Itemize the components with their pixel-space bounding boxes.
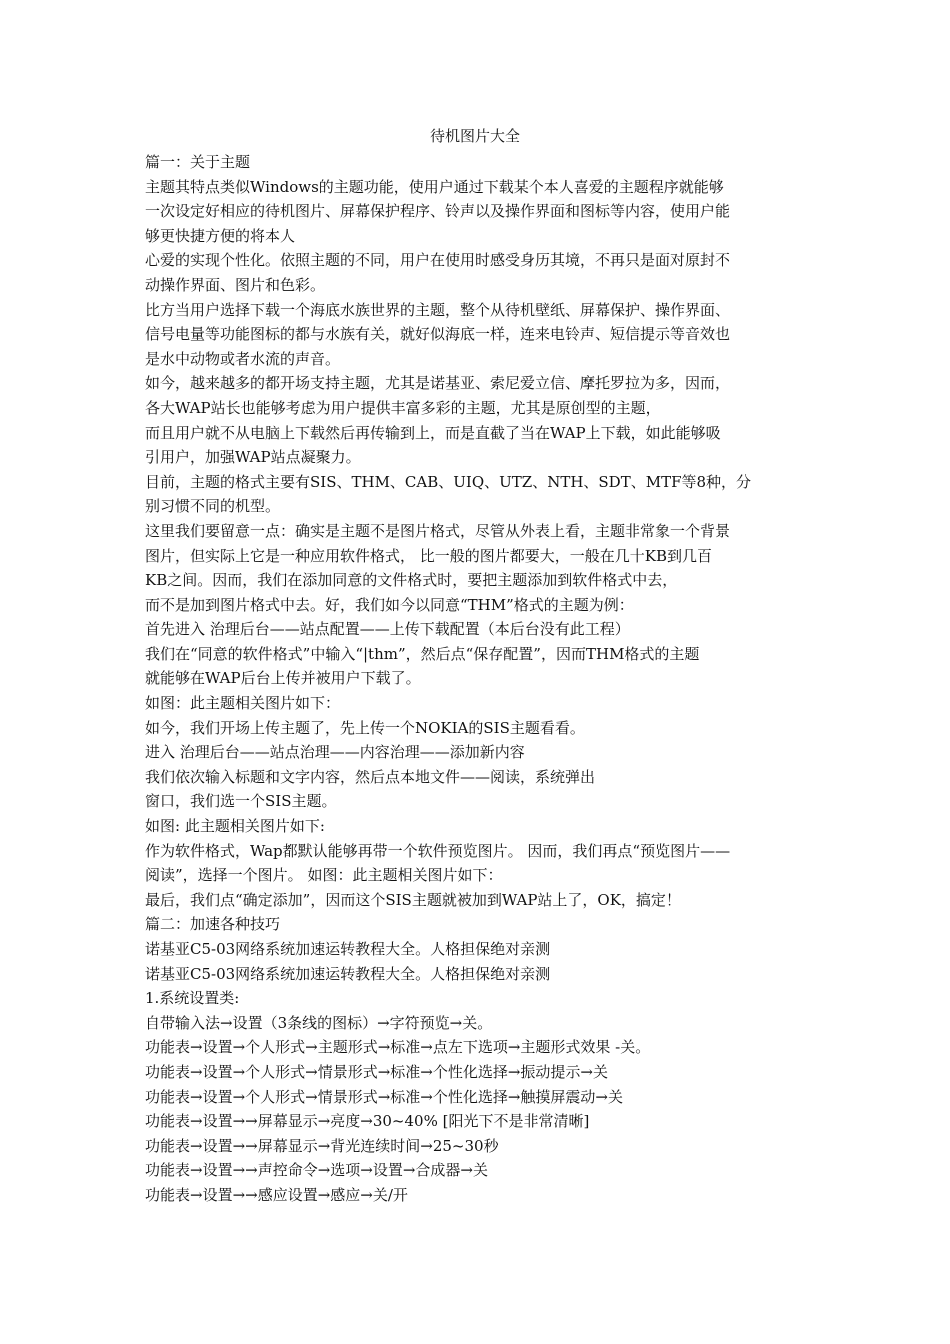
text-line: 引用户，加强WAP站点凝聚力。 xyxy=(145,448,361,467)
text-line: 目前，主题的格式主要有SIS、THM、CAB、UIQ、UTZ、NTH、SDT、MTF等8种，分 xyxy=(145,472,752,491)
document-body xyxy=(145,150,810,1208)
text-line: 功能表→设置→→声控命令→选项→设置→合成器→关 xyxy=(145,1161,488,1180)
text-line: 最后，我们点“确定添加”，因而这个SIS主题就被加到WAP站上了，OK，搞定！ xyxy=(145,890,681,909)
text-line: 自带输入法→设置（3条线的图标）→字符预览→关。 xyxy=(145,1013,493,1032)
text-line: 这里我们要留意一点：确实是主题不是图片格式，尽管从外表上看，主题非常象一个背景 xyxy=(145,521,731,540)
text-line: 诺基亚C5-03网络系统加速运转教程大全。人格担保绝对亲测 xyxy=(145,964,551,983)
text-line: 一次设定好相应的待机图片、屏幕保护程序、铃声以及操作界面和图标等内容，使用户能 xyxy=(145,202,731,221)
text-line: 比方当用户选择下载一个海底水族世界的主题，整个从待机壁纸、屏幕保护、操作界面、 xyxy=(145,300,731,319)
text-line: 信号电量等功能图标的都与水族有关，就好似海底一样，连来电铃声、短信提示等音效也 xyxy=(145,325,731,344)
text-line: 动操作界面、图片和色彩。 xyxy=(145,275,326,294)
text-line: 功能表→设置→→屏幕显示→亮度→30~40% [阳光下不是非常清晰] xyxy=(145,1112,590,1131)
text-line: 是水中动物或者水流的声音。 xyxy=(145,349,341,368)
text-line: 如今，我们开场上传主题了，先上传一个NOKIA的SIS主题看看。 xyxy=(145,718,585,737)
text-line: 图片，但实际上它是一种应用软件格式， 比一般的图片都要大，一般在几十KB到几百 xyxy=(145,546,713,565)
text-line: 主题其特点类似Windows的主题功能，使用户通过下载某个本人喜爱的主题程序就能够 xyxy=(145,177,724,196)
text-line: 功能表→设置→→感应设置→感应→关/开 xyxy=(145,1185,408,1204)
text-line: 各大WAP站长也能够考虑为用户提供丰富多彩的主题，尤其是原创型的主题， xyxy=(145,398,661,417)
text-line: 别习惯不同的机型。 xyxy=(145,497,281,516)
text-line: KB之间。因而，我们在添加同意的文件格式时，要把主题添加到软件格式中去， xyxy=(145,571,678,590)
text-line: 就能够在WAP后台上传并被用户下载了。 xyxy=(145,669,421,688)
text-line: 而且用户就不从电脑上下载然后再传输到上，而是直截了当在WAP上下载，如此能够吸 xyxy=(145,423,721,442)
text-line: 作为软件格式，Wap都默认能够再带一个软件预览图片。 因而，我们再点“预览图片—— xyxy=(145,841,731,860)
text-line: 窗口，我们选一个SIS主题。 xyxy=(145,792,337,811)
text-line: 心爱的实现个性化。依照主题的不同，用户在使用时感受身历其境，不再只是面对原封不 xyxy=(145,251,731,270)
text-line: 我们在“同意的软件格式”中输入“|thm”，然后点“保存配置”，因而THM格式的主题 xyxy=(145,644,700,663)
text-line: 诺基亚C5-03网络系统加速运转教程大全。人格担保绝对亲测 xyxy=(145,940,551,958)
text-line: 我们依次输入标题和文字内容，然后点本地文件——阅读，系统弹出 xyxy=(145,767,596,786)
text-line: 如图：此主题相关图片如下： xyxy=(145,694,341,713)
document-title: 待机图片大全 xyxy=(429,127,520,145)
text-line: 功能表→设置→个人形式→情景形式→标准→个性化选择→触摸屏震动→关 xyxy=(145,1087,623,1106)
text-line: 功能表→设置→→屏幕显示→背光连续时间→25~30秒 xyxy=(145,1136,499,1155)
text-line: 功能表→设置→个人形式→主题形式→标准→点左下选项→主题形式效果 -关。 xyxy=(145,1038,651,1057)
text-line: 首先进入 治理后台——站点配置——上传下载配置（本后台没有此工程） xyxy=(145,620,630,639)
text-line: 够更快捷方便的将本人 xyxy=(145,226,296,245)
text-line: 进入 治理后台——站点治理——内容治理——添加新内容 xyxy=(145,743,525,762)
text-line: 而不是加到图片格式中去。好，我们如今以同意“THM”格式的主题为例： xyxy=(145,595,634,614)
text-line: 如图: 此主题相关图片如下: xyxy=(145,817,325,836)
text-line: 篇二：加速各种技巧 xyxy=(145,915,281,934)
text-line: 功能表→设置→个人形式→情景形式→标准→个性化选择→振动提示→关 xyxy=(145,1062,608,1081)
text-line: 阅读”，选择一个图片。 如图：此主题相关图片如下： xyxy=(145,866,503,885)
text-line: 1.系统设置类: xyxy=(145,989,240,1008)
text-line: 篇一：关于主题 xyxy=(145,153,251,171)
text-line: 如今，越来越多的都开场支持主题，尤其是诺基亚、索尼爱立信、摩托罗拉为多，因而， xyxy=(145,374,731,393)
